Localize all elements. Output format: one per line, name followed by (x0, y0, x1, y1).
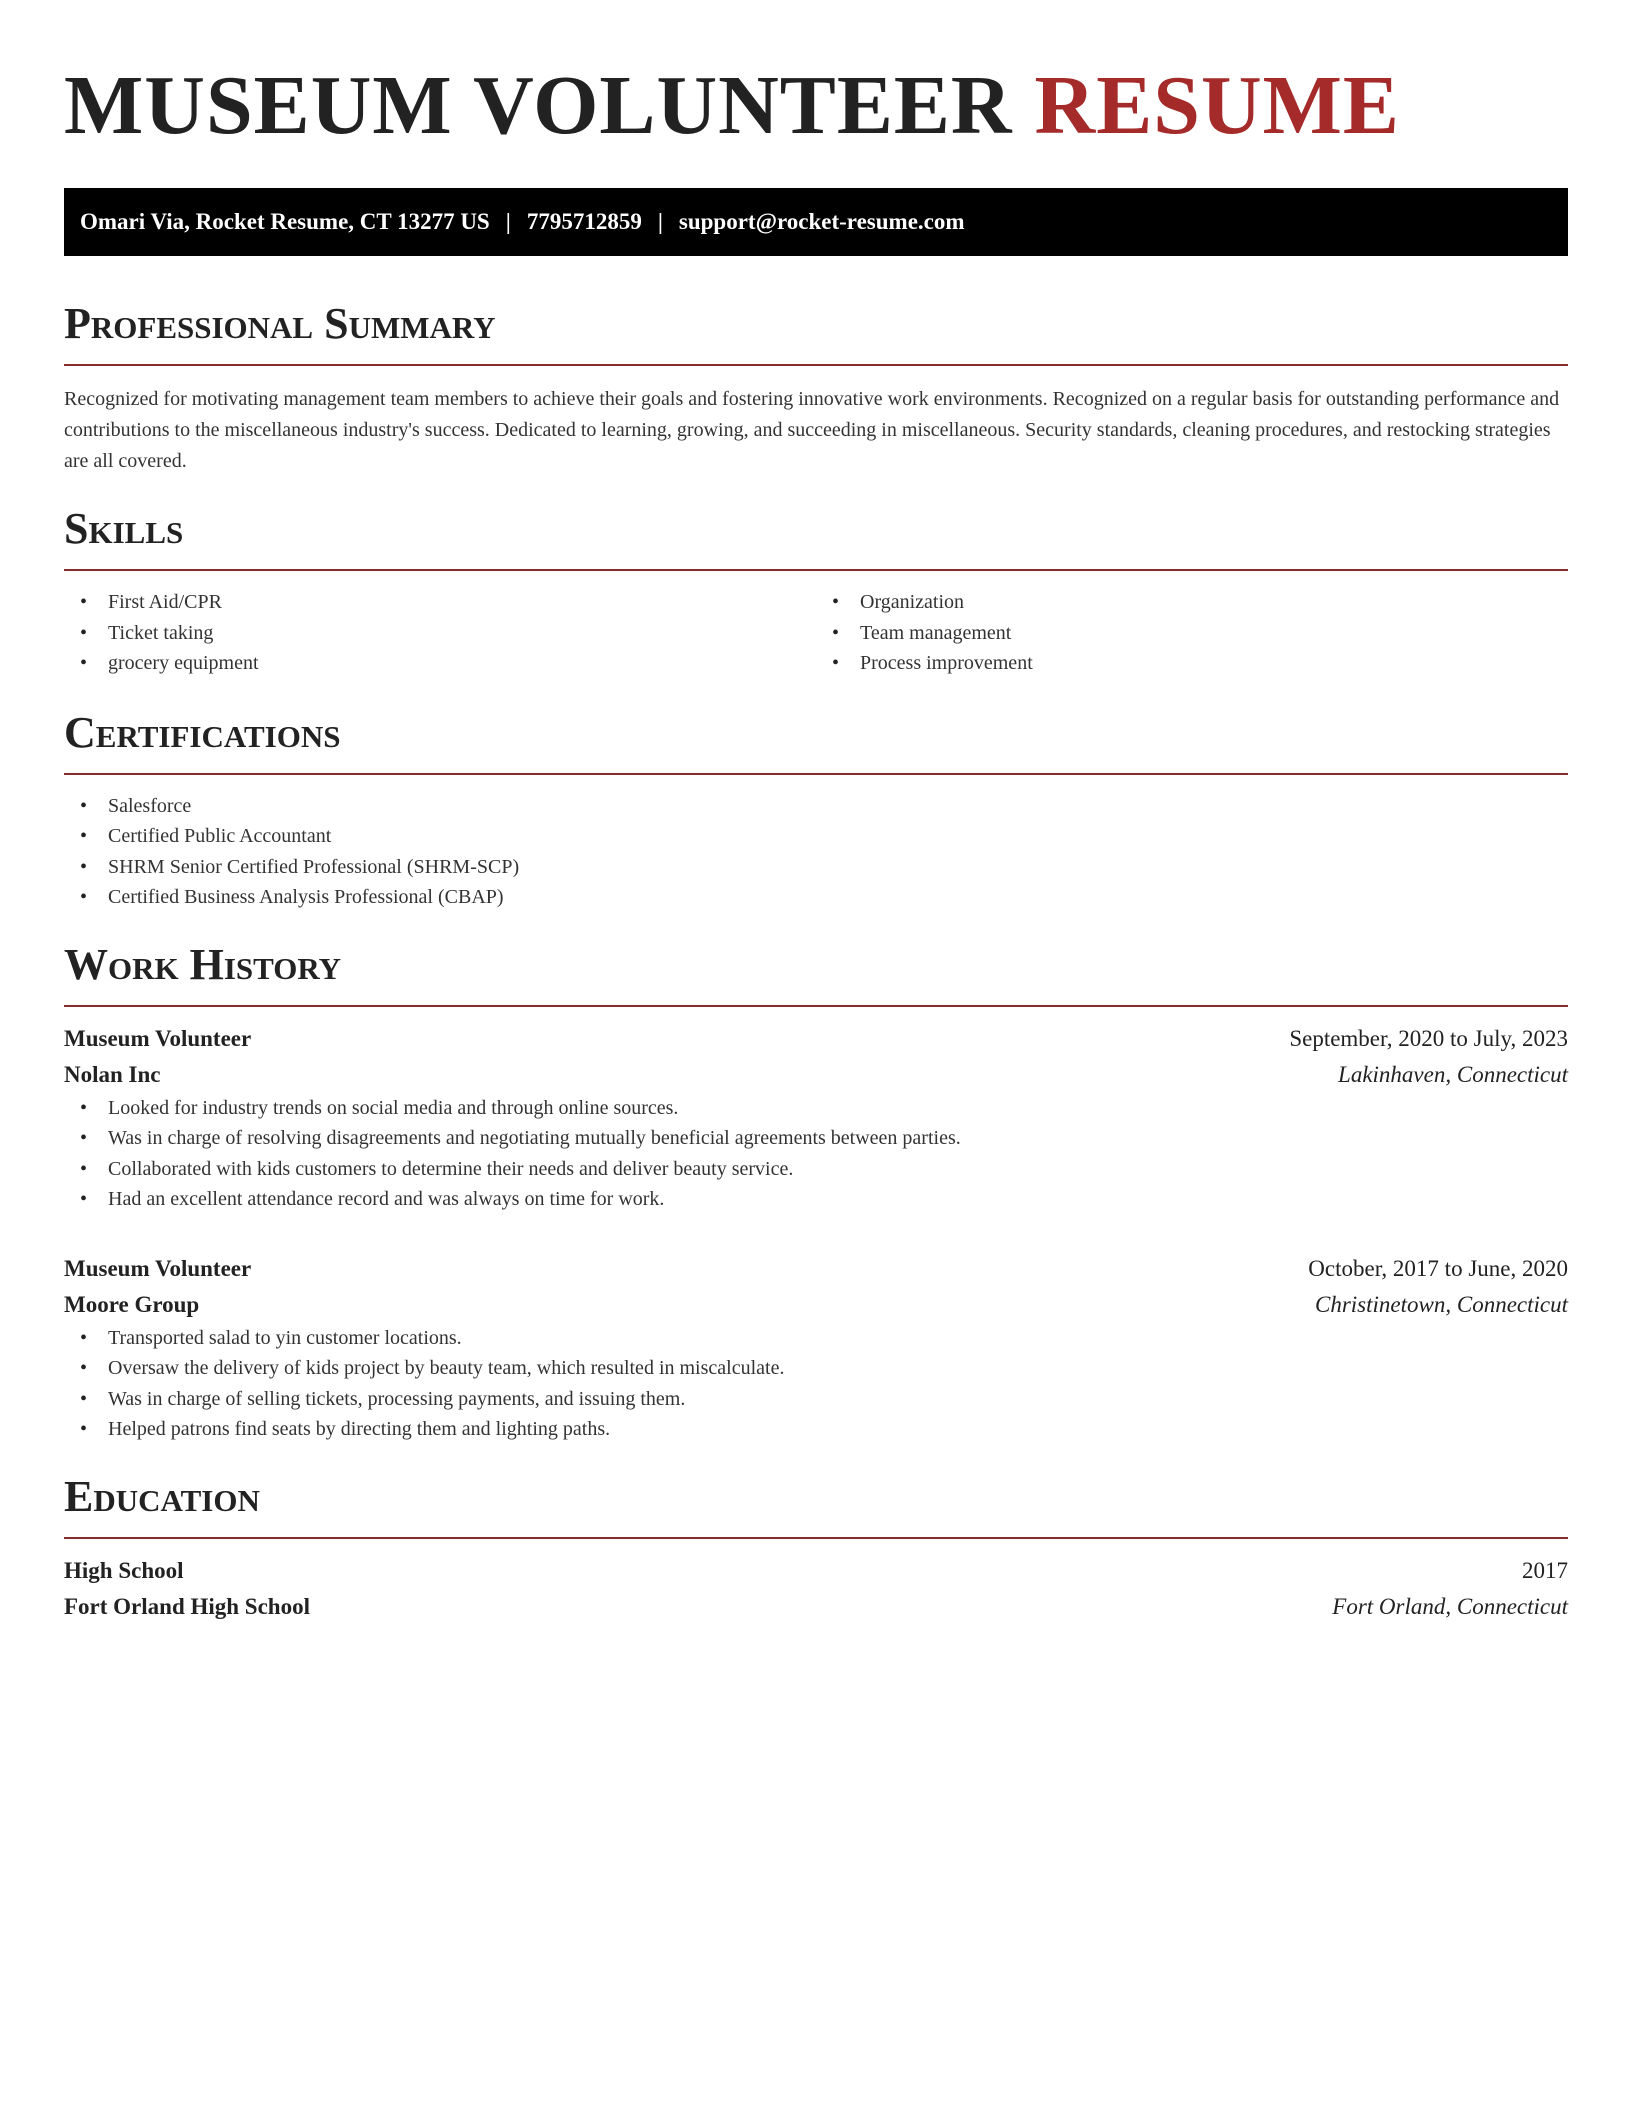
job-company-row (64, 1287, 1568, 1323)
job-bullet: • Transported salad to yin customer locations. (64, 1323, 1568, 1354)
certification-item: • Certified Public Accountant (64, 821, 1568, 852)
job-bullet-list (64, 1093, 1568, 1215)
contact-separator: | (657, 209, 663, 234)
title-accent: RESUME (1034, 59, 1400, 152)
job-dates: October, 2017 to June, 2020 (1308, 1255, 1568, 1281)
certifications-heading: Certifications (64, 707, 341, 757)
job-bullet: • Was in charge of resolving disagreements and negotiating mutually beneficial agreements between parties. (64, 1123, 1568, 1154)
skills-section (64, 503, 1568, 679)
summary-heading: Professional Summary (64, 299, 496, 348)
skill-item: • First Aid/CPR (64, 587, 816, 618)
education-degree-row (64, 1553, 1568, 1589)
job-bullet: • Had an excellent attendance record and was always on time for work. (64, 1184, 1568, 1215)
skill-item: • Team management (816, 618, 1568, 649)
job-company-row (64, 1057, 1568, 1093)
section-divider (64, 773, 1568, 775)
skill-item: • Organization (816, 587, 1568, 618)
job-dates: September, 2020 to July, 2023 (1289, 1025, 1568, 1051)
job-header-row (64, 1021, 1568, 1057)
contact-phone: 7795712859 (526, 209, 642, 234)
skills-list-right (816, 587, 1568, 679)
contact-address: Omari Via, Rocket Resume, CT 13277 US (80, 209, 490, 234)
section-divider (64, 364, 1568, 366)
skills-heading: Skills (64, 504, 184, 553)
skill-item: • grocery equipment (64, 648, 816, 679)
job-location: Christinetown, Connecticut (1315, 1291, 1568, 1317)
skills-column-left (64, 587, 816, 679)
section-divider (64, 1005, 1568, 1007)
job-entry (64, 1021, 1568, 1215)
skill-item: • Ticket taking (64, 618, 816, 649)
job-entry (64, 1251, 1568, 1445)
certifications-section (64, 707, 1568, 913)
job-bullet: • Looked for industry trends on social media and through online sources. (64, 1093, 1568, 1124)
education-section (64, 1471, 1568, 1625)
job-bullet: • Oversaw the delivery of kids project by beauty team, which resulted in miscalculate. (64, 1353, 1568, 1384)
summary-text: Recognized for motivating management team members to achieve their goals and fostering innovative work environments. Recognized on a regular basis for outstanding performance and contributions to the miscellaneous industry's success. Dedicated to learning, growing, and succeeding in miscellaneous. Security standards, cleaning procedures, and restocking strategies are all covered. (64, 388, 1560, 472)
work-history-section (64, 939, 1568, 1445)
contact-bar (64, 188, 1568, 256)
title-main: MUSEUM VOLUNTEER (64, 59, 1013, 152)
job-bullet: • Collaborated with kids customers to determine their needs and deliver beauty service. (64, 1154, 1568, 1185)
job-bullet: • Helped patrons find seats by directing them and lighting paths. (64, 1414, 1568, 1445)
section-divider (64, 1537, 1568, 1539)
education-degree: High School (64, 1557, 184, 1583)
skills-column-right (816, 587, 1568, 679)
certification-item: • Certified Business Analysis Professional (CBAP) (64, 882, 1568, 913)
summary-section (64, 298, 1568, 477)
job-header-row (64, 1251, 1568, 1287)
skill-item: • Process improvement (816, 648, 1568, 679)
skills-grid (64, 587, 1568, 679)
job-company: Moore Group (64, 1291, 200, 1317)
education-school-row (64, 1589, 1568, 1625)
job-bullet: • Was in charge of selling tickets, processing payments, and issuing them. (64, 1384, 1568, 1415)
certification-item: • Salesforce (64, 791, 1568, 822)
work-history-heading: Work History (64, 939, 342, 989)
education-school: Fort Orland High School (64, 1593, 310, 1619)
education-year: 2017 (1522, 1557, 1568, 1583)
job-title: Museum Volunteer (64, 1255, 252, 1281)
resume-title (64, 0, 1568, 156)
education-location: Fort Orland, Connecticut (1332, 1593, 1568, 1619)
job-company: Nolan Inc (64, 1061, 161, 1087)
section-divider (64, 569, 1568, 571)
contact-separator: | (505, 209, 511, 234)
job-location: Lakinhaven, Connecticut (1338, 1061, 1568, 1087)
job-bullet-list (64, 1323, 1568, 1445)
job-title: Museum Volunteer (64, 1025, 252, 1051)
education-heading: Education (64, 1471, 260, 1521)
certification-item: • SHRM Senior Certified Professional (SHRM-SCP) (64, 852, 1568, 883)
certifications-list (64, 791, 1568, 913)
skills-list-left (64, 587, 816, 679)
contact-email: support@rocket-resume.com (678, 209, 965, 234)
